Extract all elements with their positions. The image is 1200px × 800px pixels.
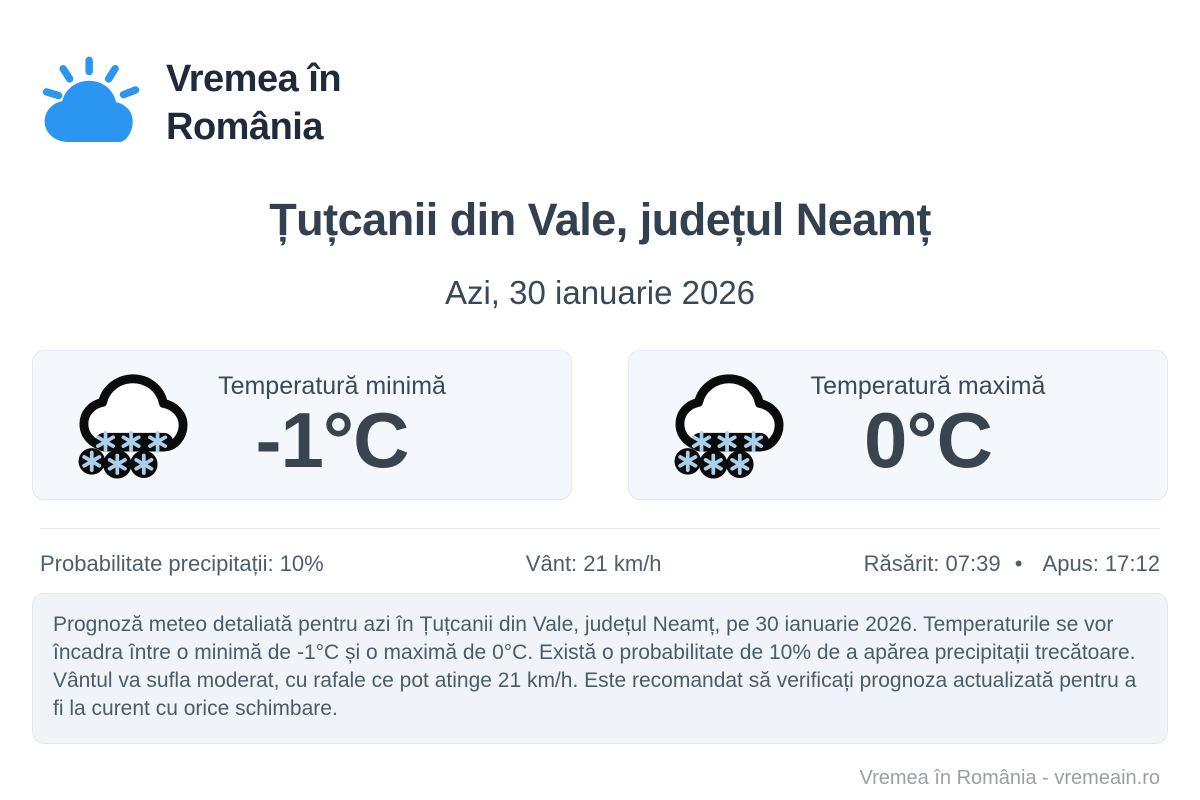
sun-times-stat: [864, 551, 1160, 577]
snow-cloud-icon: [75, 370, 193, 480]
wind-stat: Vânt: 21 km/h: [525, 551, 662, 576]
logo-sun-cloud-icon: [40, 52, 142, 154]
min-temperature-card: [32, 350, 572, 500]
forecast-summary: Prognoză meteo detaliată pentru azi în Țuțcanii din Vale, județul Neamț, pe 30 ianuarie 2026. Temperaturile se vor încadra între o minimă de -1°C și o maximă de 0°C. Există o probabilitate de 10% de a apărea precipitații trecătoare. Vântul va sufla moderat, cu rafale ce pot atinge 21 km/h. Este recomandat să verificați prognoza actualizată pentru a fi la curent cu orice schimbare.: [32, 593, 1168, 744]
min-temperature-label: Temperatură minimă: [218, 371, 446, 400]
max-temperature-label: Temperatură maximă: [810, 371, 1046, 400]
logo-line2: România: [166, 106, 323, 148]
logo-line1: Vremea în: [166, 58, 342, 100]
logo-wordmark: [166, 55, 341, 151]
sunset-stat: Apus: 17:12: [1042, 551, 1160, 576]
max-temperature-card: [628, 350, 1168, 500]
sunrise-stat: Răsărit: 07:39: [863, 551, 1001, 576]
snow-cloud-icon: [671, 370, 789, 480]
page-date: Azi, 30 ianuarie 2026: [444, 274, 756, 311]
temperature-cards: [32, 350, 1168, 500]
max-temperature-value: 0°C: [864, 395, 992, 484]
page-title: Țuțcanii din Vale, județul Neamț: [269, 194, 931, 245]
bullet-separator: •: [1014, 551, 1023, 576]
stats-row: [40, 529, 1160, 577]
logo: [0, 0, 1200, 154]
precipitation-stat: Probabilitate precipitații: 10%: [40, 551, 324, 576]
min-temperature-value: -1°C: [255, 395, 409, 484]
footer-credit: Vremea în România - vremeain.ro: [859, 767, 1160, 789]
